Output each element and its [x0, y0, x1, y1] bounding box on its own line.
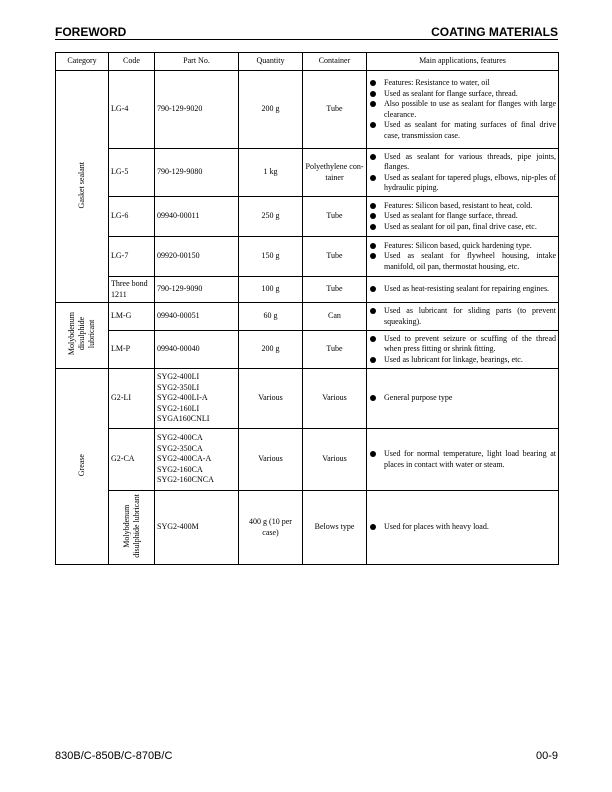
part-no-cell: 09920-00150: [155, 237, 239, 277]
bullet-icon: [370, 203, 376, 209]
category-molybdenum-disulphide-lubricant: [56, 303, 109, 369]
table-row: [56, 277, 559, 303]
bullet-icon: [370, 286, 376, 292]
code-cell: Three bond 1211: [109, 277, 155, 303]
part-no-line: SYG2-160CA: [157, 464, 203, 474]
table-row: [56, 369, 559, 429]
part-no-cell: 790-129-9090: [155, 277, 239, 303]
feature-item: Used as sealant for mating surfaces of final drive case, transmission case.: [369, 120, 556, 141]
page-number: 00-9: [535, 750, 558, 762]
table-row: [56, 71, 559, 149]
bullet-icon: [370, 80, 376, 86]
part-no-cell: 09940-00040: [155, 331, 239, 369]
column-header-code: Code: [109, 53, 155, 71]
category-label: Gasket sealant: [77, 161, 86, 208]
quantity-cell: 200 g: [239, 71, 303, 149]
model-number: 830B/C-850B/C-870B/C: [55, 750, 173, 762]
quantity-cell: 1 kg: [239, 149, 303, 197]
coating-materials-table: [55, 52, 559, 565]
part-no-cell: [155, 369, 239, 429]
feature-item: Features: Silicon based, quick hardening type.: [369, 241, 556, 252]
bullet-icon: [370, 336, 376, 342]
quantity-cell: Various: [239, 429, 303, 491]
table-row: [56, 149, 559, 197]
table-row: [56, 429, 559, 491]
quantity-cell: 200 g: [239, 331, 303, 369]
part-no-cell: [155, 429, 239, 491]
column-header-container: Container: [303, 53, 367, 71]
features-cell: [367, 197, 559, 237]
quantity-cell: 150 g: [239, 237, 303, 277]
bullet-icon: [370, 154, 376, 160]
table-row: [56, 331, 559, 369]
bullet-icon: [370, 308, 376, 314]
feature-item: Used as sealant for various threads, pipe joints, flanges.: [369, 152, 556, 173]
container-cell: Various: [303, 369, 367, 429]
bullet-icon: [370, 213, 376, 219]
column-header-part-no: Part No.: [155, 53, 239, 71]
table-row: [56, 491, 559, 565]
quantity-cell: Various: [239, 369, 303, 429]
feature-item: Features: Silicon based, resistant to heat, cold.: [369, 201, 556, 212]
feature-item: Used as sealant for oil pan, final drive case, etc.: [369, 222, 556, 233]
features-cell: [367, 277, 559, 303]
bullet-icon: [370, 101, 376, 107]
table-header-row: [56, 53, 559, 71]
feature-item: Used as sealant for flange surface, thread.: [369, 211, 556, 222]
feature-item: Used as lubricant for linkage, bearings, etc.: [369, 355, 556, 366]
chapter-title: COATING MATERIALS: [431, 25, 558, 39]
section-title: FOREWORD: [55, 25, 127, 39]
bullet-icon: [370, 224, 376, 230]
table-row: [56, 303, 559, 331]
container-cell: Tube: [303, 331, 367, 369]
subcategory-label: Molybdenum disulphide lubricant: [121, 493, 141, 558]
feature-item: Used for normal temperature, light load bearing at places in contact with water or steam.: [369, 449, 556, 470]
part-no-cell: 790-129-9080: [155, 149, 239, 197]
part-no-line: SYG2-350CA: [157, 443, 203, 453]
category-gasket-sealant: [56, 71, 109, 303]
page-header: [55, 25, 558, 40]
feature-item: Used as sealant for flywheel housing, intake manifold, oil pan, thermostat housing, etc.: [369, 251, 556, 272]
part-no-line: SYG2-400CA: [157, 433, 203, 443]
bullet-icon: [370, 175, 376, 181]
code-cell: LG-5: [109, 149, 155, 197]
part-no-cell: 09940-00011: [155, 197, 239, 237]
part-no-cell: 09940-00051: [155, 303, 239, 331]
features-cell: [367, 237, 559, 277]
code-cell: LG-7: [109, 237, 155, 277]
container-cell: Polyethylene con-tainer: [303, 149, 367, 197]
feature-item: Used as sealant for tapered plugs, elbows, nip-ples of hydraulic piping.: [369, 173, 556, 194]
container-cell: Various: [303, 429, 367, 491]
quantity-cell: 400 g (10 per case): [239, 491, 303, 565]
container-cell: Tube: [303, 197, 367, 237]
code-cell: LG-4: [109, 71, 155, 149]
container-cell: Can: [303, 303, 367, 331]
part-no-line: SYG2-400CA-A: [157, 454, 212, 464]
features-cell: [367, 149, 559, 197]
part-no-line: SYGA160CNLI: [157, 414, 210, 424]
bullet-icon: [370, 91, 376, 97]
part-no-line: SYG2-400LI: [157, 372, 200, 382]
category-label: Molybdenum disulphide lubricant: [67, 312, 96, 356]
quantity-cell: 250 g: [239, 197, 303, 237]
feature-item: Features: Resistance to water, oil: [369, 78, 556, 89]
bullet-icon: [370, 243, 376, 249]
quantity-cell: 100 g: [239, 277, 303, 303]
bullet-icon: [370, 451, 376, 457]
column-header-quantity: Quantity: [239, 53, 303, 71]
code-cell: LG-6: [109, 197, 155, 237]
container-cell: Tube: [303, 237, 367, 277]
feature-item: Used for places with heavy load.: [369, 522, 556, 533]
column-header-category: Category: [56, 53, 109, 71]
container-cell: Tube: [303, 277, 367, 303]
part-no-cell: SYG2-400M: [155, 491, 239, 565]
bullet-icon: [370, 122, 376, 128]
container-cell: Belows type: [303, 491, 367, 565]
feature-item: Also possible to use as sealant for flanges with large clearance.: [369, 99, 556, 120]
part-no-cell: 790-129-9020: [155, 71, 239, 149]
table-row: [56, 237, 559, 277]
feature-item: Used to prevent seizure or scuffing of the thread when press fitting or shrink fitting.: [369, 334, 556, 355]
feature-item: Used as heat-resisting sealant for repairing engines.: [369, 284, 556, 295]
feature-item: Used as lubricant for sliding parts (to prevent squeaking).: [369, 306, 556, 327]
quantity-cell: 60 g: [239, 303, 303, 331]
column-header-applications: Main applications, features: [367, 53, 559, 71]
category-grease: [56, 369, 109, 565]
features-cell: [367, 71, 559, 149]
part-no-line: SYG2-160CNCA: [157, 475, 214, 485]
feature-item: Used as sealant for flange surface, thread.: [369, 89, 556, 100]
features-cell: [367, 429, 559, 491]
code-cell: LM-G: [109, 303, 155, 331]
part-no-line: SYG2-400LI-A: [157, 393, 208, 403]
container-cell: Tube: [303, 71, 367, 149]
bullet-icon: [370, 524, 376, 530]
feature-item: General purpose type: [369, 393, 556, 404]
bullet-icon: [370, 357, 376, 363]
code-cell: G2-CA: [109, 429, 155, 491]
code-cell: G2-LI: [109, 369, 155, 429]
part-no-line: SYG2-160LI: [157, 403, 200, 413]
table-row: [56, 197, 559, 237]
code-cell: LM-P: [109, 331, 155, 369]
bullet-icon: [370, 395, 376, 401]
features-cell: [367, 369, 559, 429]
category-label: Grease: [77, 453, 86, 476]
subcategory-molybdenum-disulphide-lubricant: [109, 491, 155, 565]
part-no-line: SYG2-350LI: [157, 382, 200, 392]
features-cell: [367, 303, 559, 331]
features-cell: [367, 331, 559, 369]
features-cell: [367, 491, 559, 565]
bullet-icon: [370, 253, 376, 259]
